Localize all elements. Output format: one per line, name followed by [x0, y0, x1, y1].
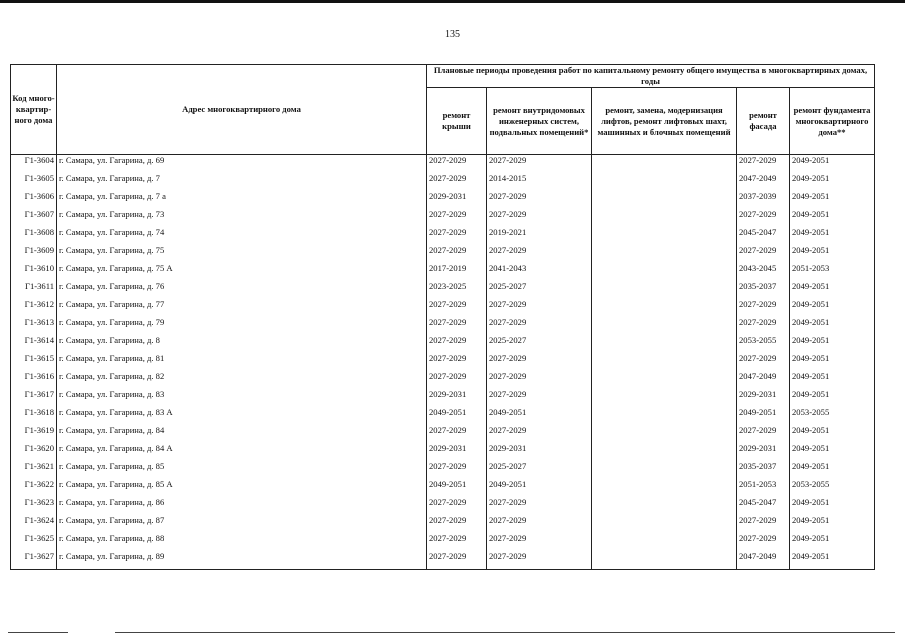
cell-foundation: 2049-2051 [790, 155, 875, 174]
cell-engineering: 2027-2029 [487, 515, 592, 533]
cell-foundation: 2049-2051 [790, 389, 875, 407]
cell-roof: 2027-2029 [427, 371, 487, 389]
cell-code: Г1-3608 [11, 227, 57, 245]
cell-engineering: 2041-2043 [487, 263, 592, 281]
cell-roof: 2027-2029 [427, 209, 487, 227]
cell-address: г. Самара, ул. Гагарина, д. 77 [57, 299, 427, 317]
cell-facade: 2027-2029 [737, 515, 790, 533]
page-number: 135 [445, 29, 460, 40]
cell-code: Г1-3617 [11, 389, 57, 407]
table-row [11, 497, 875, 515]
cell-code: Г1-3609 [11, 245, 57, 263]
cell-foundation: 2049-2051 [790, 497, 875, 515]
table-row [11, 515, 875, 533]
table-row [11, 209, 875, 227]
cell-address: г. Самара, ул. Гагарина, д. 81 [57, 353, 427, 371]
cell-facade: 2047-2049 [737, 173, 790, 191]
table-row [11, 353, 875, 371]
cell-foundation: 2049-2051 [790, 335, 875, 353]
cell-engineering: 2027-2029 [487, 371, 592, 389]
cell-foundation: 2049-2051 [790, 533, 875, 551]
cell-address: г. Самара, ул. Гагарина, д. 83 А [57, 407, 427, 425]
table-row [11, 335, 875, 353]
cell-engineering: 2049-2051 [487, 479, 592, 497]
cell-elevators [592, 317, 737, 335]
repair-schedule-table [10, 64, 875, 570]
cell-engineering: 2014-2015 [487, 173, 592, 191]
cell-elevators [592, 551, 737, 570]
cell-foundation: 2049-2051 [790, 299, 875, 317]
cell-foundation: 2049-2051 [790, 371, 875, 389]
table-row [11, 533, 875, 551]
top-rule [0, 0, 905, 3]
cell-engineering: 2027-2029 [487, 353, 592, 371]
cell-facade: 2045-2047 [737, 227, 790, 245]
cell-roof: 2027-2029 [427, 155, 487, 174]
cell-roof: 2027-2029 [427, 515, 487, 533]
table-body [11, 155, 875, 570]
table-row [11, 479, 875, 497]
table-header [11, 65, 875, 155]
cell-address: г. Самара, ул. Гагарина, д. 7 а [57, 191, 427, 209]
cell-facade: 2047-2049 [737, 371, 790, 389]
cell-foundation: 2049-2051 [790, 173, 875, 191]
table-row [11, 317, 875, 335]
cell-facade: 2037-2039 [737, 191, 790, 209]
cell-facade: 2047-2049 [737, 551, 790, 570]
header-elevators: ремонт, замена, модернизация лифтов, ремонт лифтовых шахт, машинных и блочных помещений [592, 88, 737, 155]
cell-address: г. Самара, ул. Гагарина, д. 84 [57, 425, 427, 443]
cell-engineering: 2027-2029 [487, 425, 592, 443]
cell-address: г. Самара, ул. Гагарина, д. 85 А [57, 479, 427, 497]
table-row [11, 173, 875, 191]
cell-roof: 2027-2029 [427, 245, 487, 263]
table-row [11, 281, 875, 299]
cell-code: Г1-3627 [11, 551, 57, 570]
cell-elevators [592, 281, 737, 299]
cell-facade: 2035-2037 [737, 281, 790, 299]
cell-code: Г1-3604 [11, 155, 57, 174]
cell-facade: 2043-2045 [737, 263, 790, 281]
cell-facade: 2027-2029 [737, 209, 790, 227]
cell-engineering: 2025-2027 [487, 281, 592, 299]
cell-facade: 2027-2029 [737, 245, 790, 263]
cell-engineering: 2025-2027 [487, 335, 592, 353]
cell-address: г. Самара, ул. Гагарина, д. 74 [57, 227, 427, 245]
cell-elevators [592, 209, 737, 227]
cell-roof: 2027-2029 [427, 497, 487, 515]
cell-foundation: 2051-2053 [790, 263, 875, 281]
cell-foundation: 2049-2051 [790, 353, 875, 371]
header-roof: ремонт крыши [427, 88, 487, 155]
cell-elevators [592, 155, 737, 174]
cell-foundation: 2049-2051 [790, 245, 875, 263]
cell-roof: 2049-2051 [427, 479, 487, 497]
cell-address: г. Самара, ул. Гагарина, д. 84 А [57, 443, 427, 461]
header-facade: ремонт фасада [737, 88, 790, 155]
cell-foundation: 2049-2051 [790, 317, 875, 335]
cell-facade: 2027-2029 [737, 353, 790, 371]
cell-roof: 2049-2051 [427, 407, 487, 425]
cell-roof: 2027-2029 [427, 425, 487, 443]
cell-facade: 2027-2029 [737, 299, 790, 317]
cell-roof: 2027-2029 [427, 173, 487, 191]
cell-facade: 2027-2029 [737, 533, 790, 551]
cell-address: г. Самара, ул. Гагарина, д. 69 [57, 155, 427, 174]
cell-engineering: 2025-2027 [487, 461, 592, 479]
cell-roof: 2027-2029 [427, 299, 487, 317]
cell-engineering: 2019-2021 [487, 227, 592, 245]
cell-roof: 2027-2029 [427, 335, 487, 353]
cell-facade: 2027-2029 [737, 425, 790, 443]
header-address: Адрес многоквартирного дома [57, 65, 427, 155]
cell-code: Г1-3625 [11, 533, 57, 551]
cell-elevators [592, 191, 737, 209]
cell-address: г. Самара, ул. Гагарина, д. 7 [57, 173, 427, 191]
table-row [11, 443, 875, 461]
cell-foundation: 2049-2051 [790, 515, 875, 533]
cell-facade: 2035-2037 [737, 461, 790, 479]
cell-code: Г1-3618 [11, 407, 57, 425]
table-row [11, 551, 875, 570]
cell-address: г. Самара, ул. Гагарина, д. 75 [57, 245, 427, 263]
cell-elevators [592, 461, 737, 479]
cell-roof: 2027-2029 [427, 551, 487, 570]
cell-elevators [592, 227, 737, 245]
cell-engineering: 2027-2029 [487, 533, 592, 551]
cell-engineering: 2027-2029 [487, 551, 592, 570]
cell-roof: 2027-2029 [427, 353, 487, 371]
cell-elevators [592, 371, 737, 389]
cell-engineering: 2027-2029 [487, 245, 592, 263]
table-row [11, 461, 875, 479]
cell-roof: 2029-2031 [427, 191, 487, 209]
cell-engineering: 2027-2029 [487, 299, 592, 317]
cell-elevators [592, 263, 737, 281]
cell-elevators [592, 533, 737, 551]
table-row [11, 263, 875, 281]
cell-code: Г1-3607 [11, 209, 57, 227]
cell-roof: 2017-2019 [427, 263, 487, 281]
cell-elevators [592, 497, 737, 515]
cell-facade: 2027-2029 [737, 317, 790, 335]
cell-code: Г1-3611 [11, 281, 57, 299]
cell-elevators [592, 479, 737, 497]
header-foundation: ремонт фундамента многоквартирного дома** [790, 88, 875, 155]
cell-engineering: 2049-2051 [487, 407, 592, 425]
table-row [11, 299, 875, 317]
cell-code: Г1-3606 [11, 191, 57, 209]
cell-code: Г1-3613 [11, 317, 57, 335]
cell-code: Г1-3615 [11, 353, 57, 371]
table-row [11, 155, 875, 174]
cell-engineering: 2027-2029 [487, 497, 592, 515]
cell-foundation: 2049-2051 [790, 227, 875, 245]
cell-facade: 2053-2055 [737, 335, 790, 353]
cell-engineering: 2027-2029 [487, 155, 592, 174]
bottom-rule [8, 632, 68, 633]
cell-code: Г1-3605 [11, 173, 57, 191]
cell-roof: 2027-2029 [427, 317, 487, 335]
cell-code: Г1-3622 [11, 479, 57, 497]
cell-engineering: 2027-2029 [487, 191, 592, 209]
header-periods-title: Плановые периоды проведения работ по капитальному ремонту общего имущества в многоквартирных домах, годы [427, 65, 875, 88]
cell-address: г. Самара, ул. Гагарина, д. 83 [57, 389, 427, 407]
cell-elevators [592, 173, 737, 191]
cell-elevators [592, 299, 737, 317]
cell-foundation: 2049-2051 [790, 281, 875, 299]
cell-code: Г1-3621 [11, 461, 57, 479]
table-row [11, 245, 875, 263]
cell-code: Г1-3624 [11, 515, 57, 533]
cell-facade: 2045-2047 [737, 497, 790, 515]
cell-address: г. Самара, ул. Гагарина, д. 88 [57, 533, 427, 551]
cell-foundation: 2053-2055 [790, 407, 875, 425]
cell-code: Г1-3612 [11, 299, 57, 317]
cell-address: г. Самара, ул. Гагарина, д. 75 А [57, 263, 427, 281]
cell-engineering: 2029-2031 [487, 443, 592, 461]
bottom-rule [115, 632, 895, 633]
cell-foundation: 2049-2051 [790, 209, 875, 227]
cell-foundation: 2049-2051 [790, 443, 875, 461]
cell-facade: 2029-2031 [737, 443, 790, 461]
table-row [11, 425, 875, 443]
cell-facade: 2049-2051 [737, 407, 790, 425]
header-engineering: ремонт внутридомовых инженерных систем, подвальных помещений* [487, 88, 592, 155]
cell-roof: 2029-2031 [427, 389, 487, 407]
cell-roof: 2027-2029 [427, 533, 487, 551]
cell-elevators [592, 389, 737, 407]
cell-engineering: 2027-2029 [487, 317, 592, 335]
cell-code: Г1-3614 [11, 335, 57, 353]
cell-elevators [592, 515, 737, 533]
cell-foundation: 2049-2051 [790, 551, 875, 570]
header-code: Код много-квартир-ного дома [11, 65, 57, 155]
cell-elevators [592, 443, 737, 461]
cell-engineering: 2027-2029 [487, 389, 592, 407]
table-row [11, 227, 875, 245]
cell-address: г. Самара, ул. Гагарина, д. 76 [57, 281, 427, 299]
cell-facade: 2051-2053 [737, 479, 790, 497]
cell-elevators [592, 425, 737, 443]
cell-engineering: 2027-2029 [487, 209, 592, 227]
cell-foundation: 2049-2051 [790, 191, 875, 209]
cell-foundation: 2049-2051 [790, 461, 875, 479]
cell-elevators [592, 407, 737, 425]
cell-address: г. Самара, ул. Гагарина, д. 82 [57, 371, 427, 389]
cell-facade: 2029-2031 [737, 389, 790, 407]
table-row [11, 371, 875, 389]
cell-roof: 2029-2031 [427, 443, 487, 461]
cell-address: г. Самара, ул. Гагарина, д. 8 [57, 335, 427, 353]
cell-elevators [592, 245, 737, 263]
cell-address: г. Самара, ул. Гагарина, д. 79 [57, 317, 427, 335]
cell-address: г. Самара, ул. Гагарина, д. 73 [57, 209, 427, 227]
cell-elevators [592, 335, 737, 353]
cell-code: Г1-3616 [11, 371, 57, 389]
cell-code: Г1-3610 [11, 263, 57, 281]
cell-foundation: 2053-2055 [790, 479, 875, 497]
cell-address: г. Самара, ул. Гагарина, д. 89 [57, 551, 427, 570]
table-row [11, 407, 875, 425]
cell-elevators [592, 353, 737, 371]
cell-roof: 2027-2029 [427, 461, 487, 479]
cell-address: г. Самара, ул. Гагарина, д. 86 [57, 497, 427, 515]
cell-code: Г1-3620 [11, 443, 57, 461]
cell-code: Г1-3623 [11, 497, 57, 515]
cell-roof: 2023-2025 [427, 281, 487, 299]
cell-roof: 2027-2029 [427, 227, 487, 245]
cell-code: Г1-3619 [11, 425, 57, 443]
table-row [11, 191, 875, 209]
cell-foundation: 2049-2051 [790, 425, 875, 443]
cell-facade: 2027-2029 [737, 155, 790, 174]
table-row [11, 389, 875, 407]
cell-address: г. Самара, ул. Гагарина, д. 87 [57, 515, 427, 533]
cell-address: г. Самара, ул. Гагарина, д. 85 [57, 461, 427, 479]
